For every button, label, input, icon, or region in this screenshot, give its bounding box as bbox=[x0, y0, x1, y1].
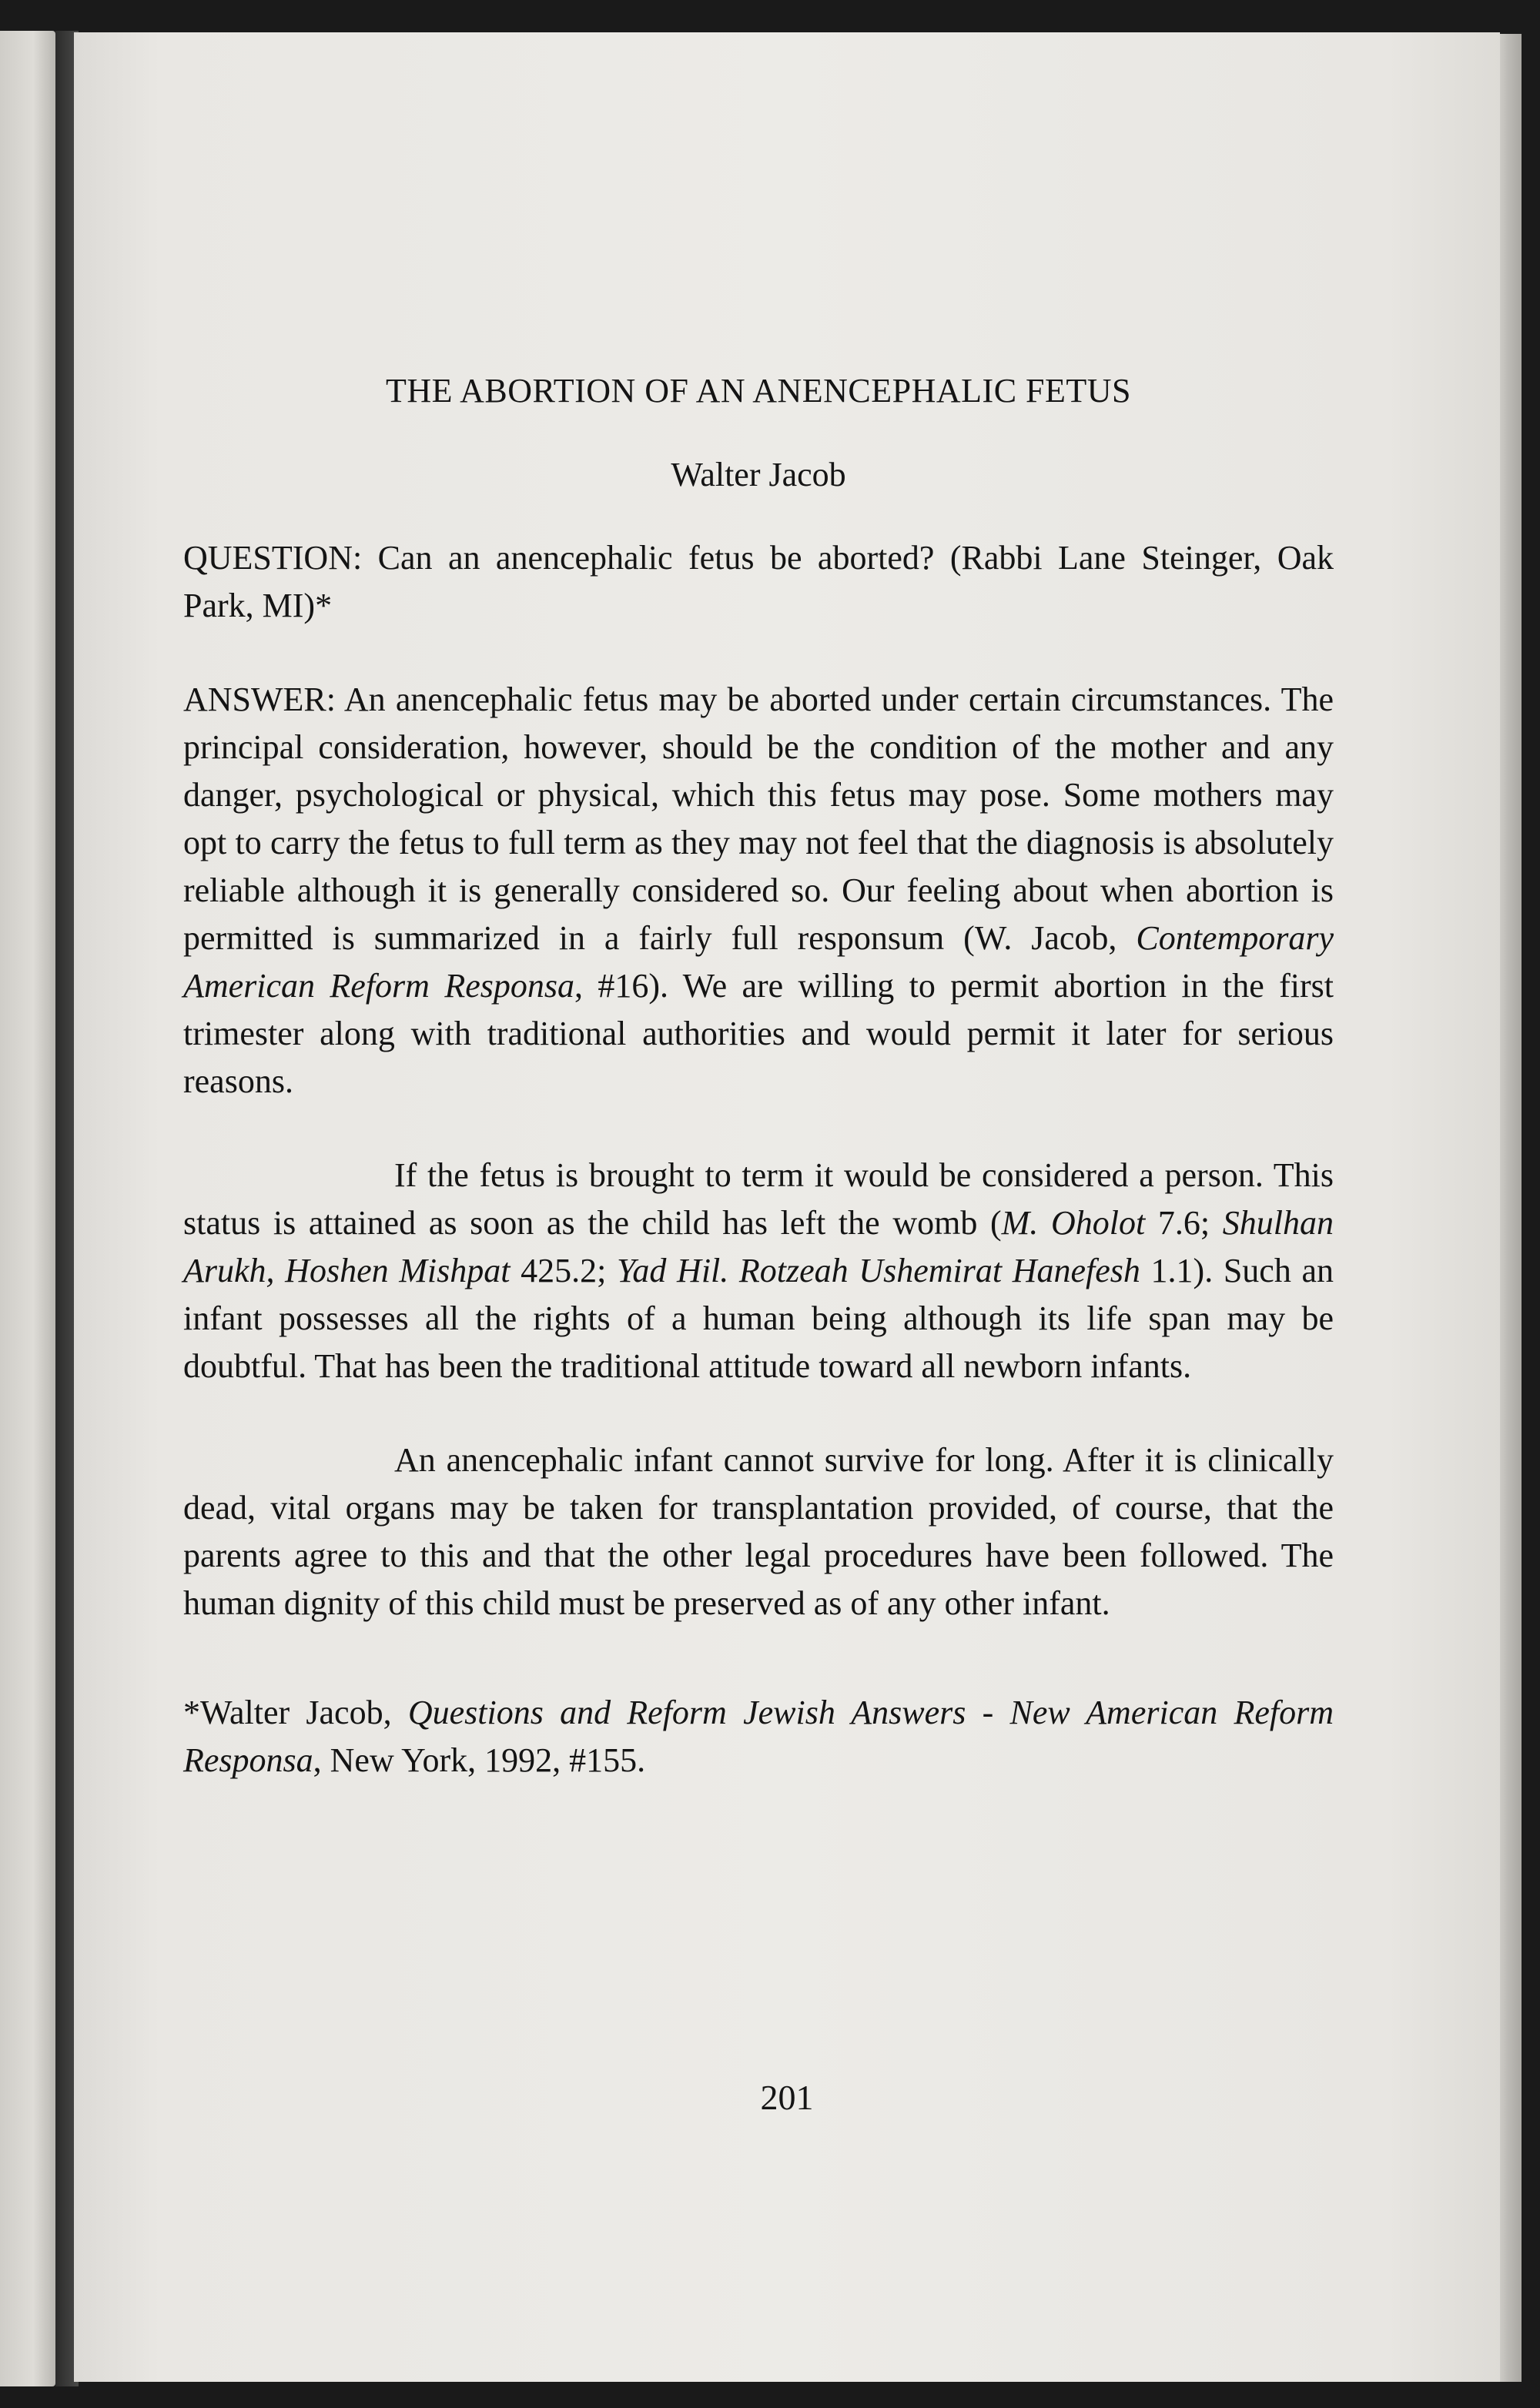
footnote-spacer bbox=[183, 1627, 1334, 1689]
paragraph-text: 425.2; bbox=[510, 1251, 617, 1289]
citation-oholot: M. Oholot bbox=[1001, 1203, 1146, 1242]
paragraph-spacer bbox=[183, 1105, 1334, 1152]
citation-yad: Yad Hil. Rotzeah Ushemirat Hanefesh bbox=[616, 1251, 1140, 1289]
person-status-paragraph bbox=[183, 1152, 1334, 1390]
answer-text: An anencephalic fetus may be aborted under certain circumstances. The principal consideration, however, should be the condition of the mother and any danger, psychological or physical, which this fetus may pose. Some mothers may opt to carry the fetus to full term as they may not feel that the diagnosis is absolutely reliable although it is generally considered so. Our feeling about when abortion is permitted is summarized in a fairly full responsum (W. Jacob, bbox=[183, 680, 1334, 957]
citation-shulhan-arukh: Shulhan Arukh, Hoshen Mishpat bbox=[183, 1203, 1334, 1289]
answer-citation: Contemporary American Reform Responsa bbox=[183, 918, 1334, 1005]
paragraph-spacer bbox=[183, 1390, 1334, 1436]
footnote-text: *Walter Jacob, bbox=[183, 1693, 408, 1731]
footnote-text-continued: , New York, 1992, #155. bbox=[313, 1741, 646, 1779]
paragraph-spacer bbox=[183, 630, 1334, 676]
footnote bbox=[183, 1689, 1334, 1784]
paragraph-text: 1.1). Such an infant possesses all the rights of a human being although its life span may be doubtful. That has been the traditional attitude toward all newborn infants. bbox=[183, 1251, 1334, 1385]
article-title: THE ABORTION OF AN ANENCEPHALIC FETUS bbox=[385, 372, 1132, 410]
question-label: QUESTION: bbox=[183, 538, 363, 577]
question-paragraph bbox=[183, 534, 1334, 630]
answer-text-continued: , #16). We are willing to permit abortion in the first trimester along with traditional authorities and would permit it later for serious reasons. bbox=[183, 966, 1334, 1100]
previous-page-edge bbox=[0, 31, 55, 2386]
paragraph-text: If the fetus is brought to term it would be considered a person. This status is attained as soon as the child has left the womb ( bbox=[183, 1156, 1334, 1242]
question-text: Can an anencephalic fetus be aborted? (Rabbi Lane Steinger, Oak Park, MI)* bbox=[183, 538, 1334, 624]
page-content bbox=[183, 371, 1334, 1784]
author-name: Walter Jacob bbox=[671, 455, 846, 493]
footnote-citation: Questions and Reform Jewish Answers - New American Reform Responsa bbox=[183, 1693, 1334, 1779]
answer-paragraph bbox=[183, 676, 1334, 1105]
answer-label: ANSWER: bbox=[183, 680, 336, 718]
book-page bbox=[74, 32, 1500, 2382]
paragraph-text: 7.6; bbox=[1145, 1203, 1223, 1242]
page-number: 201 bbox=[760, 2078, 814, 2117]
transplantation-paragraph: An anencephalic infant cannot survive for long. After it is clinically dead, vital organs may be taken for transplantation provided, of course, that the parents agree to this and that the other legal procedures have been followed. The human dignity of this child must be preserved as of any other infant. bbox=[183, 1440, 1334, 1622]
